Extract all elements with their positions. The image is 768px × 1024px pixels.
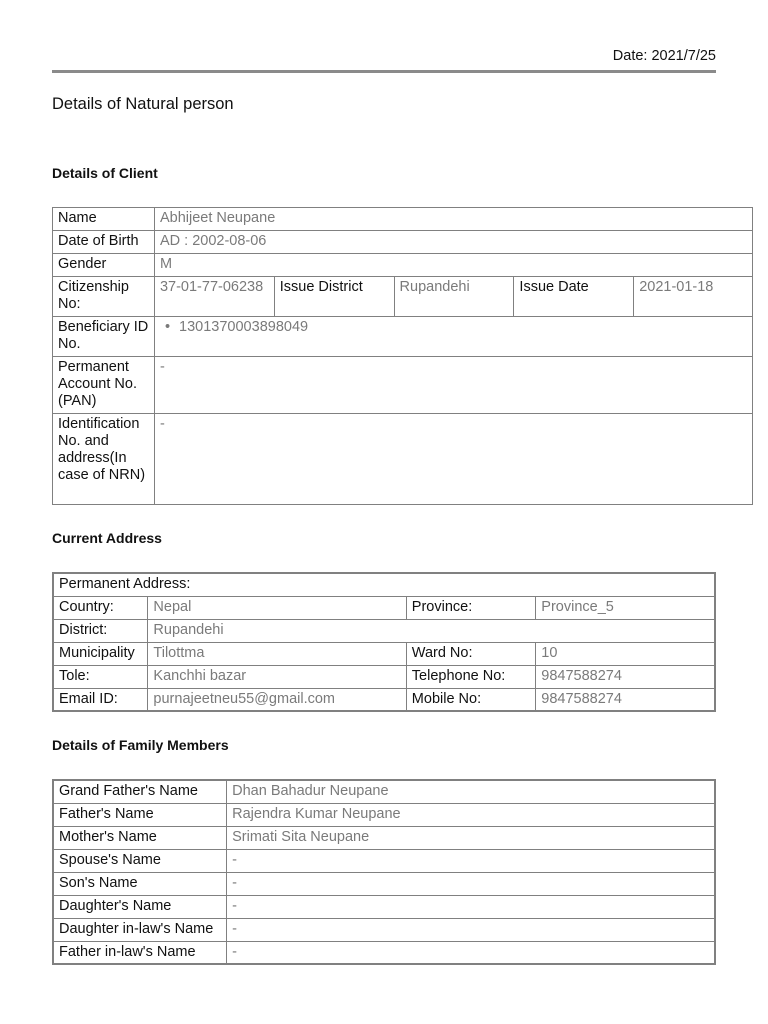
family-value: - bbox=[227, 895, 715, 918]
family-label: Son's Name bbox=[53, 872, 227, 895]
client-row-beneficiary bbox=[53, 317, 753, 357]
family-row bbox=[53, 941, 715, 964]
issue-district-value: Rupandehi bbox=[394, 277, 514, 317]
family-label: Spouse's Name bbox=[53, 849, 227, 872]
address-row-header bbox=[53, 573, 715, 596]
ward-label: Ward No: bbox=[406, 642, 536, 665]
gender-value: M bbox=[154, 254, 752, 277]
dob-label: Date of Birth bbox=[53, 231, 155, 254]
family-label: Daughter in-law's Name bbox=[53, 918, 227, 941]
province-value: Province_5 bbox=[536, 596, 715, 619]
client-details-table bbox=[52, 207, 753, 505]
family-row bbox=[53, 803, 715, 826]
dob-value: AD : 2002-08-06 bbox=[154, 231, 752, 254]
family-label: Mother's Name bbox=[53, 826, 227, 849]
beneficiary-value: • 1301370003898049 bbox=[160, 319, 308, 335]
family-row bbox=[53, 918, 715, 941]
country-label: Country: bbox=[53, 596, 148, 619]
name-label: Name bbox=[53, 208, 155, 231]
document-date: Date: 2021/7/25 bbox=[612, 48, 716, 64]
family-value: Dhan Bahadur Neupane bbox=[227, 780, 715, 803]
nrn-value: - bbox=[154, 414, 752, 505]
family-label: Grand Father's Name bbox=[53, 780, 227, 803]
citizenship-value: 37-01-77-06238 bbox=[154, 277, 274, 317]
client-section-title: Details of Client bbox=[52, 165, 158, 181]
telephone-label: Telephone No: bbox=[406, 665, 536, 688]
family-value: - bbox=[227, 918, 715, 941]
family-row bbox=[53, 872, 715, 895]
province-label: Province: bbox=[406, 596, 536, 619]
district-label: District: bbox=[53, 619, 148, 642]
permanent-address-header: Permanent Address: bbox=[53, 573, 715, 596]
family-value: - bbox=[227, 941, 715, 964]
family-row bbox=[53, 849, 715, 872]
address-table bbox=[52, 572, 716, 712]
ward-value: 10 bbox=[536, 642, 715, 665]
family-value: - bbox=[227, 872, 715, 895]
family-label: Father's Name bbox=[53, 803, 227, 826]
issue-date-value: 2021-01-18 bbox=[634, 277, 753, 317]
email-label: Email ID: bbox=[53, 688, 148, 711]
beneficiary-value-cell bbox=[154, 317, 752, 357]
mobile-value: 9847588274 bbox=[536, 688, 715, 711]
family-value: Srimati Sita Neupane bbox=[227, 826, 715, 849]
tole-value: Kanchhi bazar bbox=[148, 665, 406, 688]
client-row-citizenship bbox=[53, 277, 753, 317]
family-row bbox=[53, 826, 715, 849]
municipality-value: Tilottma bbox=[148, 642, 406, 665]
family-row bbox=[53, 780, 715, 803]
citizenship-label: Citizenship No: bbox=[53, 277, 155, 317]
beneficiary-label: Beneficiary ID No. bbox=[53, 317, 155, 357]
family-value: Rajendra Kumar Neupane bbox=[227, 803, 715, 826]
family-section-title: Details of Family Members bbox=[52, 737, 229, 753]
pan-label: Permanent Account No. (PAN) bbox=[53, 357, 155, 414]
client-row-gender bbox=[53, 254, 753, 277]
telephone-value: 9847588274 bbox=[536, 665, 715, 688]
mobile-label: Mobile No: bbox=[406, 688, 536, 711]
country-value: Nepal bbox=[148, 596, 406, 619]
header-divider bbox=[52, 70, 716, 73]
issue-district-label: Issue District bbox=[274, 277, 394, 317]
address-row-tole bbox=[53, 665, 715, 688]
family-table bbox=[52, 779, 716, 965]
address-section-title: Current Address bbox=[52, 530, 162, 546]
address-row-district bbox=[53, 619, 715, 642]
address-row-municipality bbox=[53, 642, 715, 665]
client-row-pan bbox=[53, 357, 753, 414]
issue-date-label: Issue Date bbox=[514, 277, 634, 317]
address-row-country bbox=[53, 596, 715, 619]
client-row-name bbox=[53, 208, 753, 231]
document-title: Details of Natural person bbox=[52, 95, 234, 113]
email-value: purnajeetneu55@gmail.com bbox=[148, 688, 406, 711]
pan-value: - bbox=[154, 357, 752, 414]
address-row-email bbox=[53, 688, 715, 711]
client-row-nrn bbox=[53, 414, 753, 505]
family-value: - bbox=[227, 849, 715, 872]
family-row bbox=[53, 895, 715, 918]
nrn-label: Identification No. and address(In case of NRN) bbox=[53, 414, 155, 505]
district-value: Rupandehi bbox=[148, 619, 715, 642]
municipality-label: Municipality bbox=[53, 642, 148, 665]
client-row-dob bbox=[53, 231, 753, 254]
name-value: Abhijeet Neupane bbox=[154, 208, 752, 231]
family-label: Daughter's Name bbox=[53, 895, 227, 918]
tole-label: Tole: bbox=[53, 665, 148, 688]
gender-label: Gender bbox=[53, 254, 155, 277]
family-label: Father in-law's Name bbox=[53, 941, 227, 964]
